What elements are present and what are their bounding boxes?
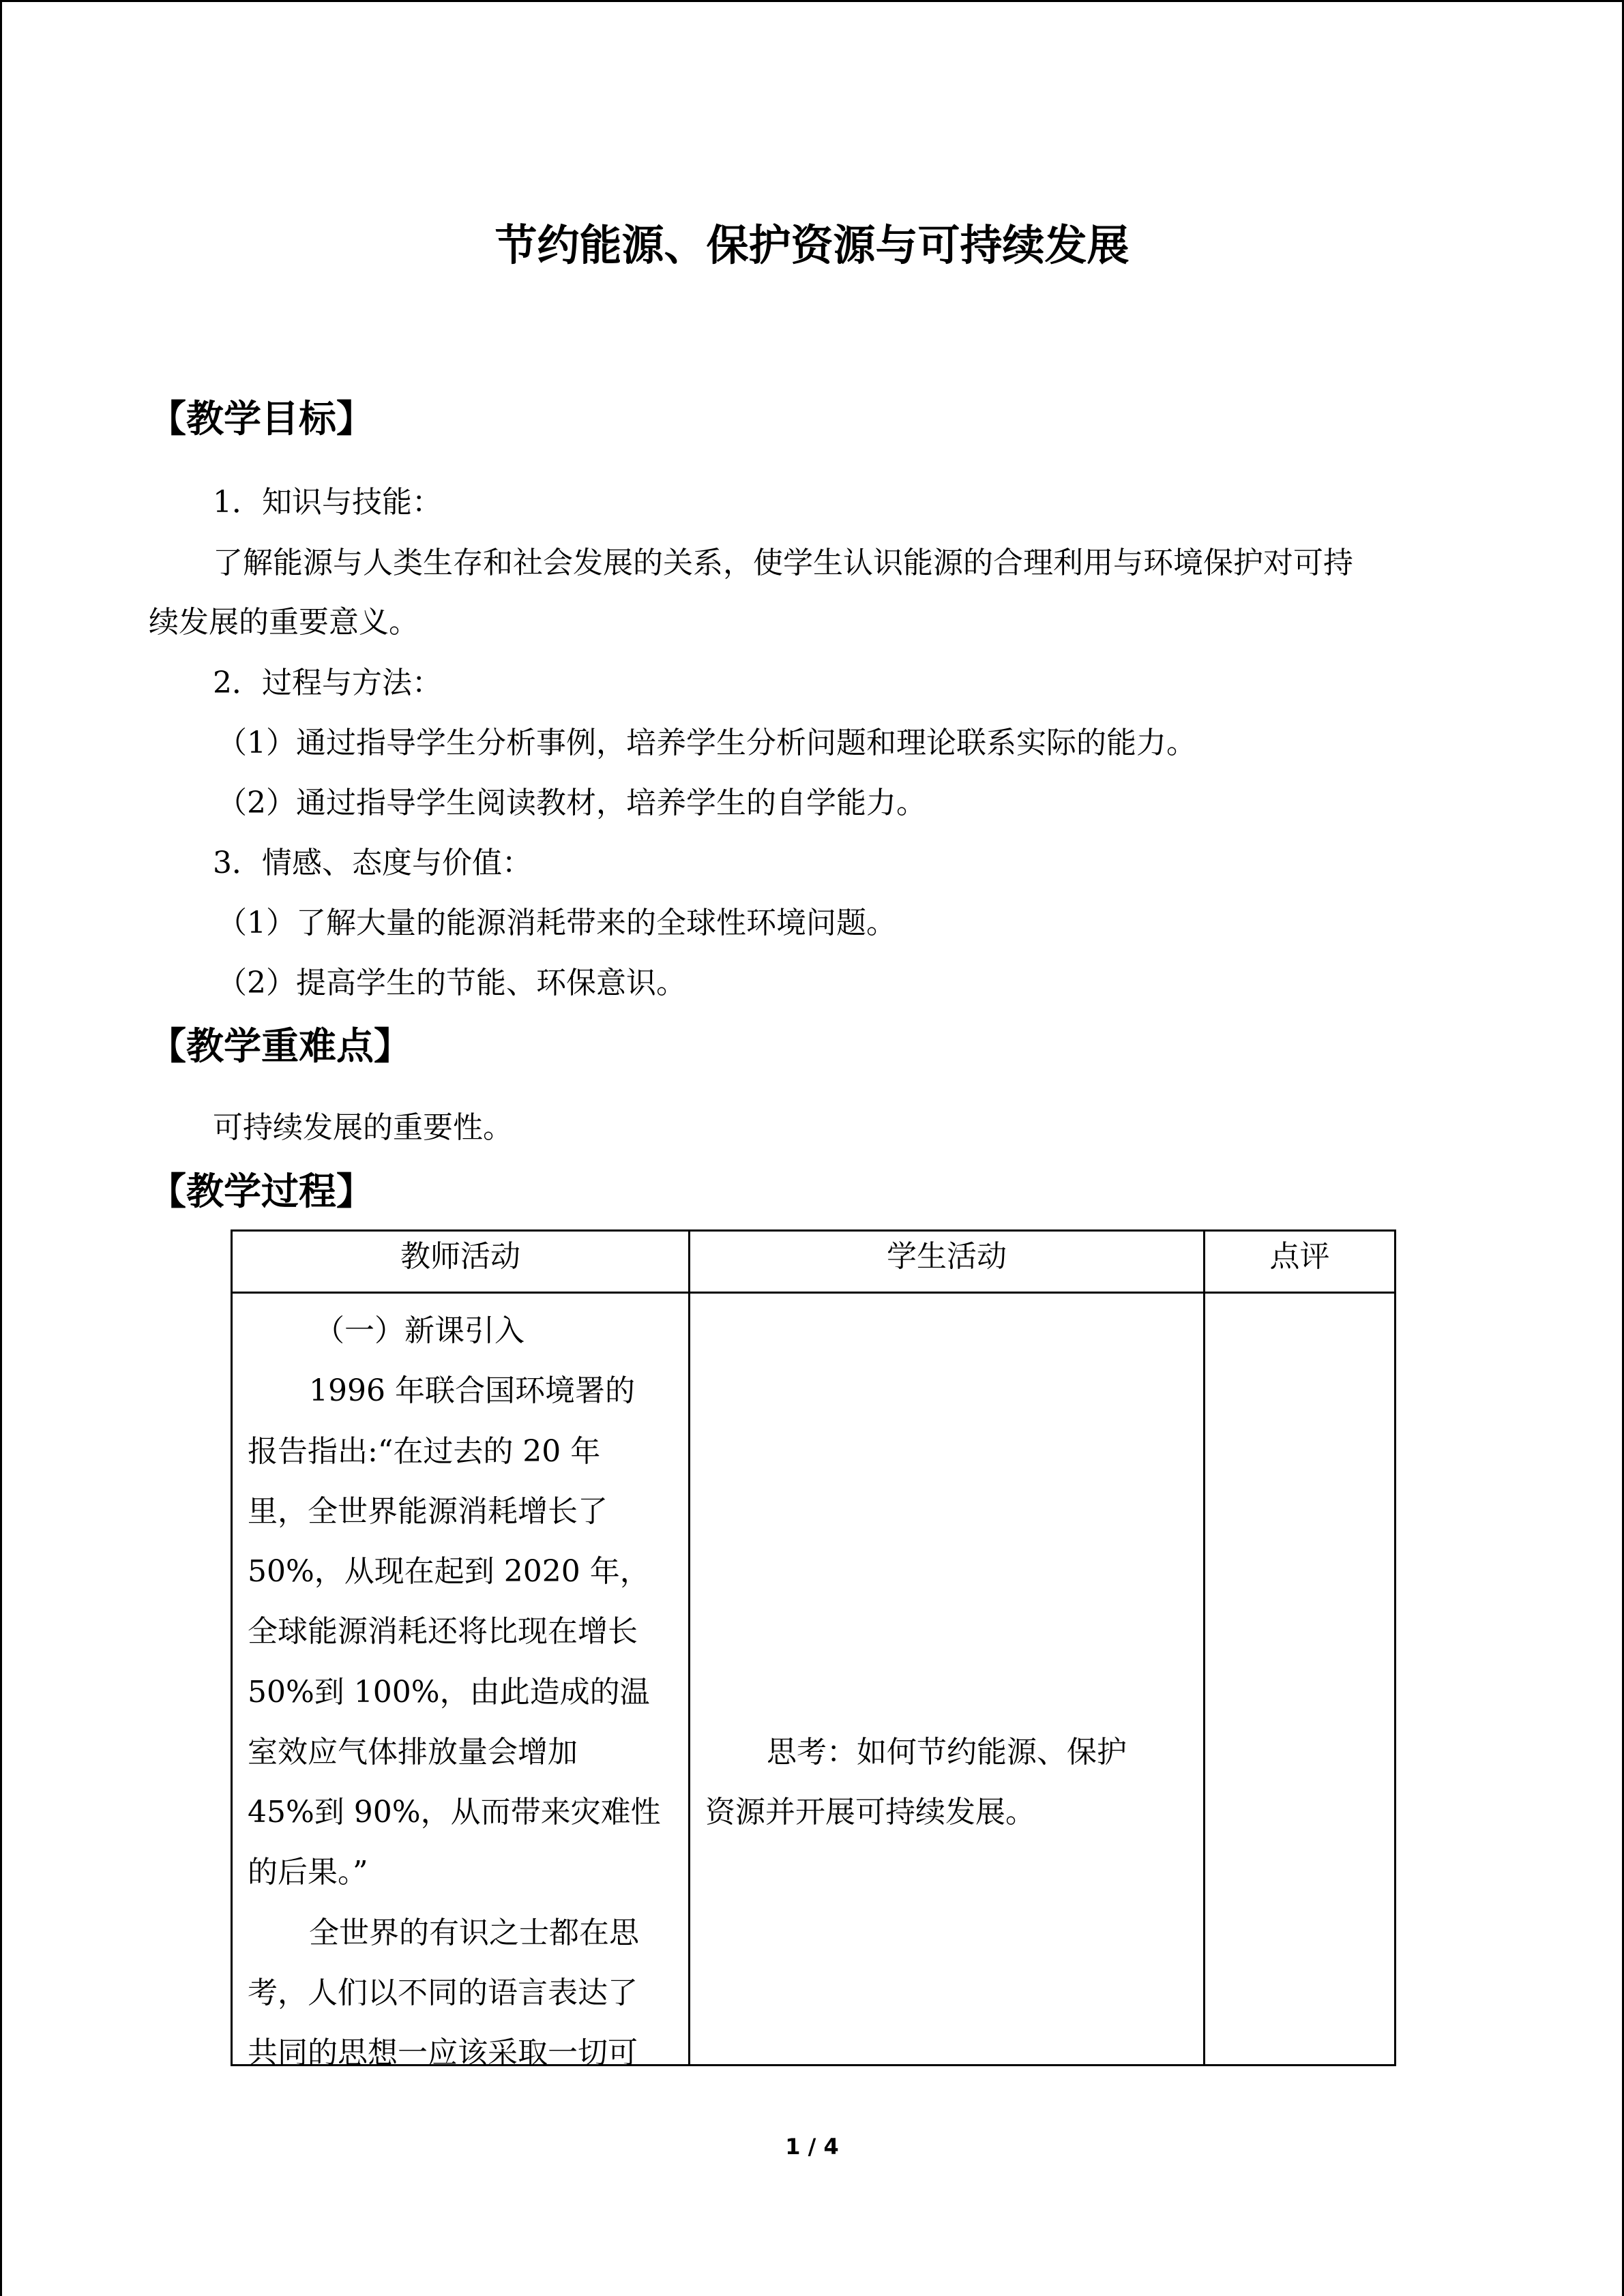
objective-line: 1．知识与技能： <box>213 485 442 520</box>
teacher-line: 45%到 90%，从而带来灾难性 <box>248 1795 661 1830</box>
teacher-line: 的后果。” <box>248 1855 368 1890</box>
objective-line: 3．情感、态度与价值： <box>213 846 532 880</box>
teacher-line: 里，全世界能源消耗增长了 <box>248 1494 608 1529</box>
comment-cell <box>1205 1293 1396 2066</box>
teacher-line: 全世界的有识之士都在思 <box>309 1915 639 1950</box>
objectives-heading: 【教学目标】 <box>149 397 374 441</box>
teacher-line: 1996 年联合国环境署的 <box>309 1373 635 1408</box>
student-activity-cell <box>690 1293 1205 2066</box>
teacher-line: 考，人们以不同的语言表达了 <box>248 1976 638 2010</box>
objective-line: （2）提高学生的节能、环保意识。 <box>217 966 686 1000</box>
teacher-line: 全球能源消耗还将比现在增长 <box>248 1614 638 1649</box>
page-border-top <box>0 0 1624 2</box>
header-student-activity: 学生活动 <box>690 1231 1205 1293</box>
page-number: 1 / 4 <box>785 2134 839 2160</box>
objective-line: （2）通过指导学生阅读教材，培养学生的自学能力。 <box>217 786 926 820</box>
teacher-activity-cell <box>232 1293 690 2070</box>
objective-line: （1）通过指导学生分析事例，培养学生分析问题和理论联系实际的能力。 <box>217 726 1196 760</box>
table-header-row <box>232 1231 1396 1293</box>
teacher-line: 50%到 100%，由此造成的温 <box>248 1675 650 1710</box>
objective-line: 续发展的重要意义。 <box>149 605 419 640</box>
process-heading: 【教学过程】 <box>149 1169 374 1213</box>
student-line: 思考：如何节约能源、保护 <box>767 1735 1127 1770</box>
teacher-line: 报告指出:“在过去的 20 年 <box>248 1434 601 1469</box>
header-teacher-activity: 教师活动 <box>232 1231 690 1293</box>
objective-line: （1）了解大量的能源消耗带来的全球性环境问题。 <box>217 906 896 940</box>
document-title: 节约能源、保护资源与可持续发展 <box>494 220 1130 270</box>
key-points-heading: 【教学重难点】 <box>149 1024 412 1068</box>
objective-line: 2．过程与方法： <box>213 666 442 700</box>
table-row <box>232 1293 1396 2066</box>
key-points-text: 可持续发展的重要性。 <box>213 1110 513 1145</box>
teacher-line: （一）新课引入 <box>314 1313 525 1348</box>
teacher-line: 室效应气体排放量会增加 <box>248 1735 578 1770</box>
header-comment: 点评 <box>1205 1231 1396 1293</box>
teacher-line: 共同的思想一应该采取一切可 <box>248 2036 638 2070</box>
teacher-line: 50%，从现在起到 2020 年， <box>248 1554 650 1589</box>
lesson-table <box>231 1229 1396 2070</box>
objective-line: 了解能源与人类生存和社会发展的关系，使学生认识能源的合理利用与环境保护对可持 <box>213 546 1353 580</box>
page-border-left <box>0 0 2 2296</box>
student-line: 资源并开展可持续发展。 <box>705 1795 1035 1830</box>
